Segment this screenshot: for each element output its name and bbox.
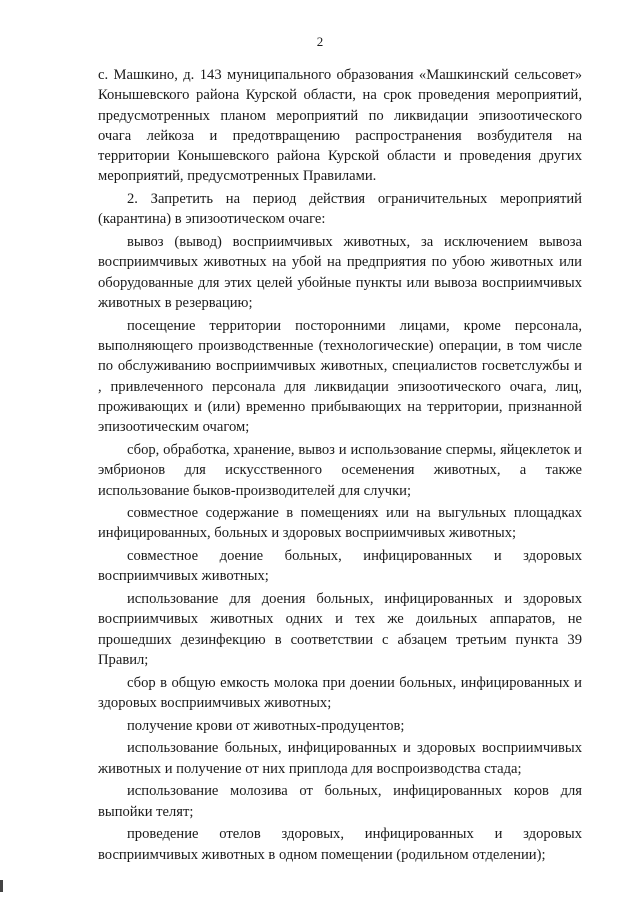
paragraph-export-ban: вывоз (вывод) восприимчивых животных, за исключением вывоза восприимчивых животных на убой на предприятия по убою животных или оборудованные для этих целей убойные пункты или вывоза восприимчивых животных в резервацию; bbox=[98, 234, 582, 312]
scan-margin-mark bbox=[0, 880, 3, 892]
paragraph-milk-collection-ban: сбор в общую емкость молока при доении больных, инфицированных и здоровых восприимчивых животных; bbox=[98, 674, 582, 712]
document-body bbox=[98, 65, 582, 865]
paragraph-breeding-ban: использование больных, инфицированных и здоровых восприимчивых животных и получение от них приплода для воспроизводства стада; bbox=[98, 740, 582, 777]
page-number: 2 bbox=[316, 34, 324, 49]
paragraph-item-2: 2. Запретить на период действия ограничительных мероприятий (карантина) в эпизоотическом очаге: bbox=[98, 191, 582, 228]
paragraph-blood-ban: получение крови от животных-продуцентов; bbox=[127, 717, 405, 734]
paragraph-joint-keeping-ban: совместное содержание в помещениях или на выгульных площадках инфицированных, больных и здоровых восприимчивых животных; bbox=[98, 505, 582, 542]
paragraph-semen-ban: сбор, обработка, хранение, вывоз и использование спермы, яйцеклеток и эмбрионов для искусственного осеменения животных, а также использование быков-производителей для случки; bbox=[98, 441, 582, 499]
paragraph-colostrum-ban: использование молозива от больных, инфицированных коров для выпойки телят; bbox=[98, 783, 582, 820]
paragraph-continuation: с. Машкино, д. 143 муниципального образования «Машкинский сельсовет» Конышевского района Курской области, на срок проведения мероприятий, предусмотренных планом мероприятий по ликвидации эпизоотического очага лейкоза и предотвращению распространения возбудителя на территории Конышевского района Курской области и проведения других мероприятий, предусмотренных Правилами. bbox=[98, 67, 582, 185]
paragraph-visit-ban: посещение территории посторонними лицами, кроме персонала, выполняющего производственные (технологические) операции, в том числе по обслуживанию восприимчивых животных, специалистов госветслужбы и , привлеченного персонала для ликвидации эпизоотического очага, лиц, проживающих и (или) временно прибывающих на территории, признанной эпизоотическим очагом; bbox=[98, 317, 582, 436]
paragraph-calving-ban: проведение отелов здоровых, инфицированных и здоровых восприимчивых животных в одном помещении (родильном отделении); bbox=[98, 826, 582, 863]
paragraph-milking-equipment-ban: использование для доения больных, инфицированных и здоровых восприимчивых животных одних и тех же доильных аппаратов, не прошедших дезинфекцию в соответствии с абзацем третьим пункта 39 Правил; bbox=[98, 591, 582, 669]
paragraph-joint-milking-ban: совместное доение больных, инфицированных и здоровых восприимчивых животных; bbox=[98, 548, 582, 585]
